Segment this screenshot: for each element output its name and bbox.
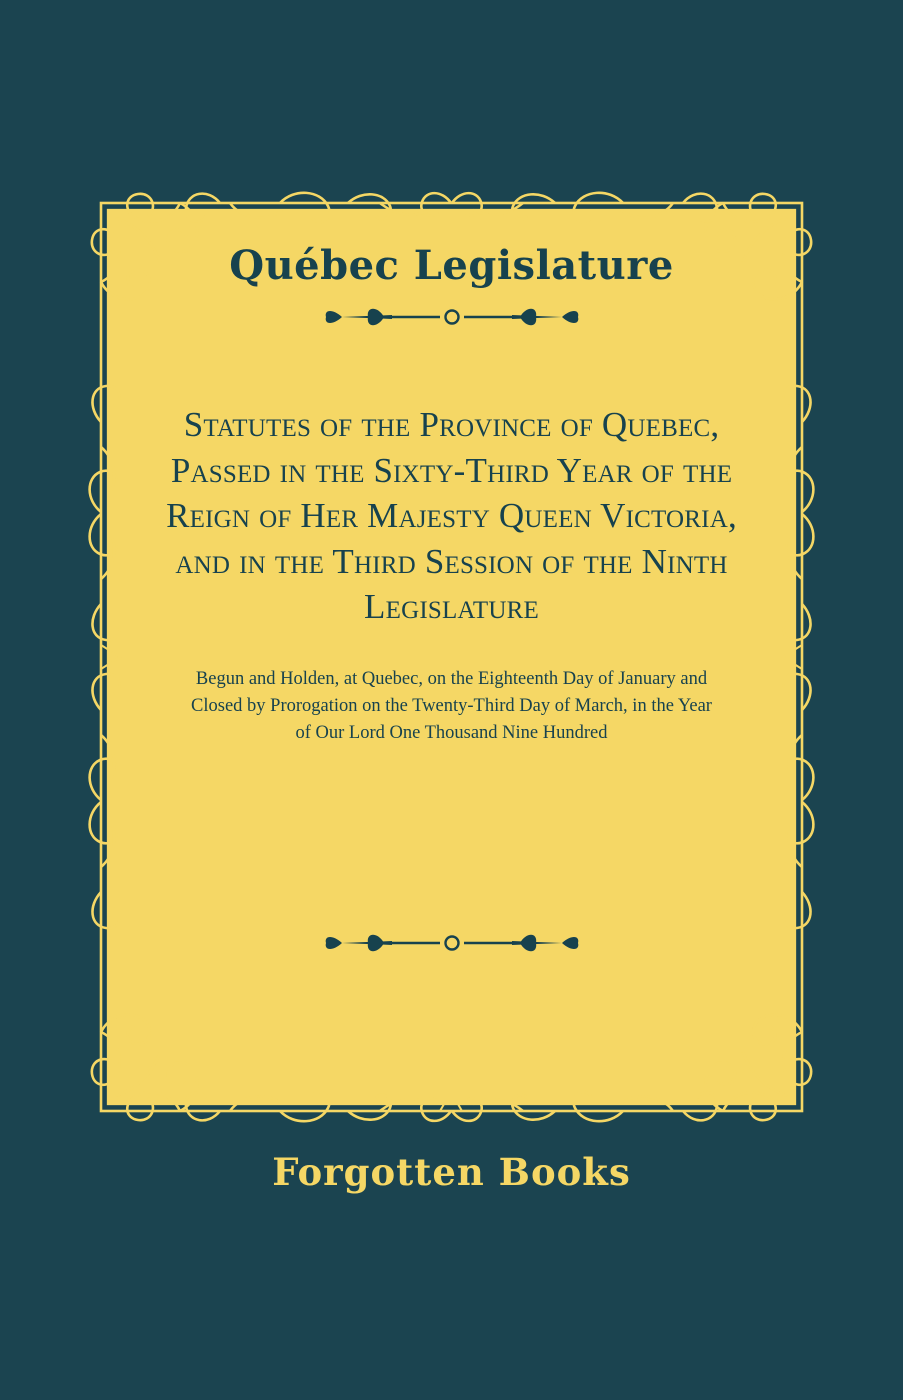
author-name: Québec Legislature [229, 242, 674, 289]
fleuron-divider-icon [127, 304, 776, 338]
publisher-logo [0, 1150, 903, 1194]
page-subtitle: Begun and Holden, at Quebec, on the Eighteenth Day of January and Closed by Prorogation on the Twenty-Third Day of March, in the Year of Our Lord One Thousand Nine Hundred [191, 668, 712, 743]
publisher-name: Forgotten Books [272, 1150, 631, 1194]
page-title: Statutes of the Province of Quebec, Passed in the Sixty-Third Year of the Reign of Her Majesty Queen Victoria, and in the Third Session of the Ninth Legislature [166, 405, 737, 626]
fleuron-divider-bottom-icon [127, 930, 776, 970]
